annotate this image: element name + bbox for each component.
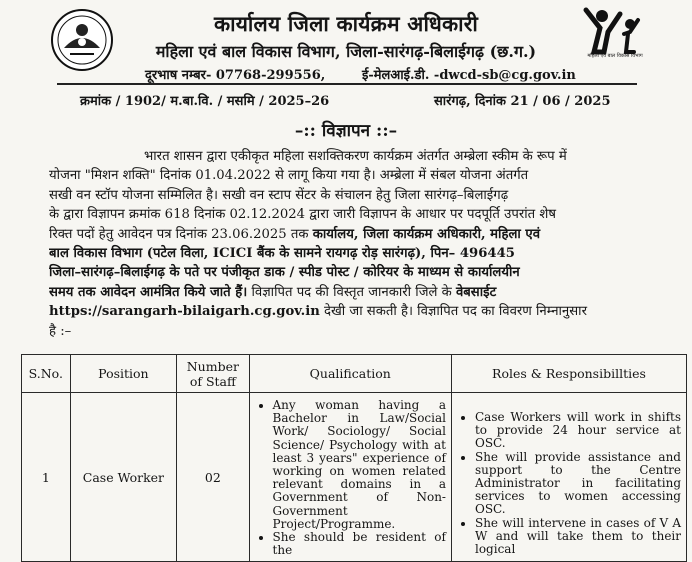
header-divider [57,83,637,85]
header-number: Number of Staff [177,355,249,393]
office-name: कार्यालय जिला कार्यक्रम अधिकारी [213,11,479,36]
role-item: • She will intervene in cases of V A W and will take them to their logical [475,517,681,557]
cell-sno: 1 [22,393,71,562]
header-roles: Roles & Responsibillties [451,355,686,393]
body-line [49,225,644,244]
cell-roles [451,393,686,562]
body-text-segment: देखी जा सकती है। विज्ञापित पद का विवरण निम्नानुसार [319,304,587,320]
cell-qualification [249,393,451,562]
body-text-segment: वेबसाईट [455,284,497,300]
body-text-segment: बाल विकास विभाग (पटेल विला, ICICI बैंक के सामने रायगढ़ रोड़ सारंगढ़), पिन– 496445 [49,246,515,262]
notice-body [49,147,644,341]
body-line [49,186,644,205]
qualification-item: • She should be resident of the [273,531,446,557]
logo-caption: महिला एवं बाल विकास विभाग [587,53,643,59]
cell-position: Case Worker [70,393,177,562]
body-line [49,322,644,341]
body-line [49,147,644,166]
place-date: सारंगढ़, दिनांक 21 / 06 / 2025 [434,94,611,109]
header-position: Position [70,355,177,393]
body-line [49,244,644,263]
table-header-row [22,355,687,393]
role-item: • Case Workers will work in shifts to provide 24 hour service at OSC. [475,411,681,451]
reference-number: क्रमांक / 1902/ म.बा.वि. / मसमि / 2025–26 [80,94,330,109]
phone-number: दूरभाष नम्बर- 07768-299556, [145,68,326,83]
email-address[interactable]: ई-मेलआई.डी. -dwcd-sb@cg.gov.in [362,68,576,83]
body-line [49,283,644,302]
body-line [49,263,644,282]
vacancy-table [21,354,687,562]
body-text-segment: जिला–सारंगढ़–बिलाईगढ़ के पते पर पंजीकृत डाक / स्पीड पोस्ट / कोरियर के माध्यम से कार्यालयीन [49,265,520,281]
body-line [49,205,644,224]
department-name: महिला एवं बाल विकास विभाग, जिला-सारंगढ़-बिलाईगढ़ (छ.ग.) [155,42,537,61]
body-line [49,166,644,185]
notice-title: –:: विज्ञापन ::– [294,121,398,141]
header-qualification: Qualification [249,355,451,393]
body-text-segment: है :– [49,323,72,339]
table-row [22,393,687,562]
qualification-item: • Any woman having a Bachelor in Law/Social Work/ Sociology/ Social Science/ Psychology with at least 3 years" experience of working on women related relevant domains in a Government of Non- Government Project/Programme. [273,399,446,531]
body-text-segment: कार्यालय, जिला कार्यक्रम अधिकारी, महिला एवं [312,226,541,242]
body-text-segment: के द्वारा विज्ञापन क्रमांक 618 दिनांक 02.12.2024 द्वारा जारी विज्ञापन के आधार पर पदपूर्ति उपरांत शेष [49,207,556,223]
body-text-segment: भारत शासन द्वारा एकीकृत महिला सशक्तिकरण कार्यक्रम अंतर्गत अम्ब्रेला स्कीम के रूप में [144,149,567,164]
header-sno: S.No. [22,355,71,393]
body-text-segment: विज्ञापित पद की विस्तृत जानकारी जिले के [247,284,456,300]
body-line [49,302,644,321]
body-text-segment: रिक्त पदों हेतु आवेदन पत्र दिनांक 23.06.2025 तक [49,226,313,242]
cell-number: 02 [177,393,249,562]
body-text-segment: समय तक आवेदन आमंत्रित किये जाते हैं। [49,284,248,300]
role-item: • She will provide assistance and support to the Centre Administrator in facilitating services to women accessing OSC. [475,451,681,517]
body-text-segment: सखी वन स्टॉप योजना सम्मिलित है। सखी वन स्टाप सेंटर के संचालन हेतु जिला सारंगढ़–बिलाईगढ़ [49,187,509,203]
body-text-segment: योजना "मिशन शक्ति" दिनांक 01.04.2022 से लागू किया गया है। अम्ब्रेला में संबल योजना अंतर्गत [49,168,529,184]
body-text-segment[interactable]: https://sarangarh-bilaigarh.cg.gov.in [49,304,320,320]
